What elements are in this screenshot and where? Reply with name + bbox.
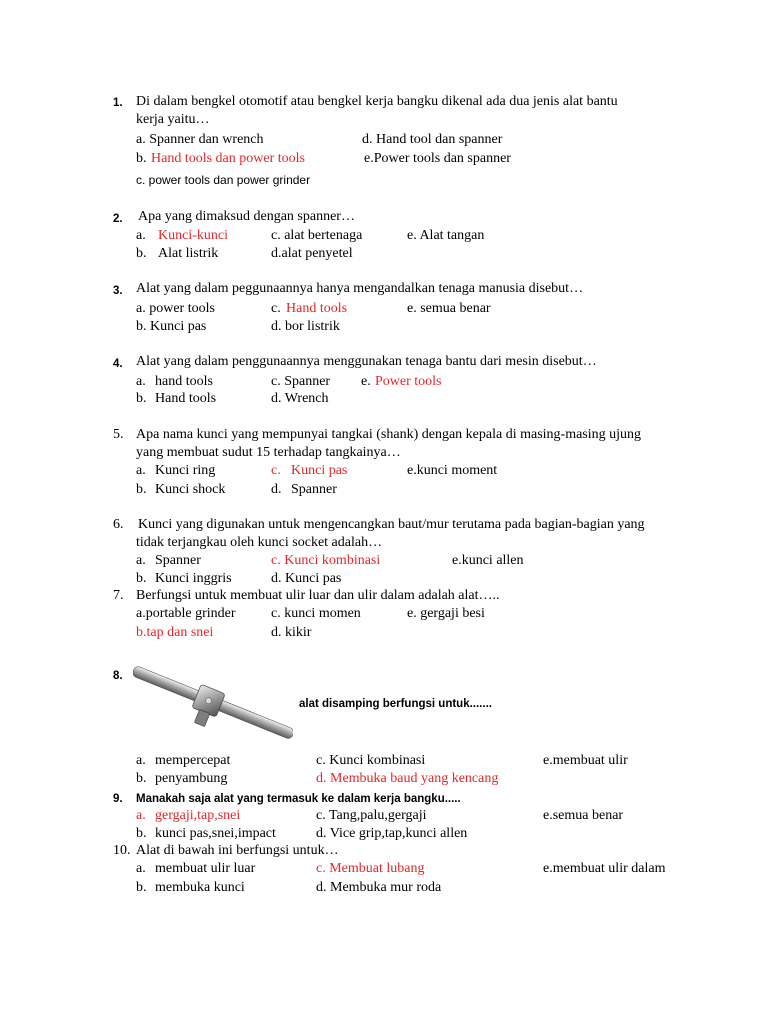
option-d: d. Wrench	[271, 391, 329, 406]
option-b: kunci pas,snei,impact	[155, 826, 276, 841]
option-c: c. kunci momen	[271, 606, 361, 621]
option-b-prefix: b.	[136, 482, 147, 497]
option-a: a.portable grinder	[136, 606, 236, 621]
option-b-answer: Hand tools dan power tools	[151, 151, 305, 166]
option-c-answer: c. Membuat lubang	[316, 861, 425, 876]
option-c-answer: c. Kunci kombinasi	[271, 553, 381, 568]
option-c: c. Spanner	[271, 374, 331, 389]
option-e: e.membuat ulir dalam	[543, 861, 666, 876]
option-e: e. Alat tangan	[407, 228, 485, 243]
option-e: e.kunci moment	[407, 463, 498, 478]
option-b-prefix: b.	[136, 880, 147, 895]
option-b-prefix: b.	[136, 571, 147, 586]
option-a: Spanner	[155, 553, 201, 568]
option-b: Kunci inggris	[155, 571, 232, 586]
option-b-answer: b.tap dan snei	[136, 625, 214, 640]
option-e: e.kunci allen	[452, 553, 524, 568]
option-a: mempercepat	[155, 753, 231, 768]
question-number: 10.	[113, 843, 131, 858]
question-text-line: Alat di bawah ini berfungsi untuk…	[136, 843, 339, 858]
option-a-prefix: a.	[136, 553, 146, 568]
option-d: d. bor listrik	[271, 319, 340, 334]
question-number: 1.	[113, 97, 123, 109]
question-number: 6.	[113, 517, 124, 532]
option-d-prefix: d.	[271, 482, 282, 497]
option-c-answer: Hand tools	[286, 301, 348, 316]
option-a: Kunci ring	[155, 463, 216, 478]
question-text-line: kerja yaitu…	[136, 112, 210, 127]
question-number: 2.	[113, 213, 123, 225]
option-a: membuat ulir luar	[155, 861, 256, 876]
t-bar-wrench-icon	[133, 656, 293, 750]
question-number: 5.	[113, 427, 124, 442]
t-bar-handle-image	[133, 656, 293, 750]
option-c-prefix: c.	[271, 301, 281, 316]
option-d: d. Vice grip,tap,kunci allen	[316, 826, 468, 841]
option-b: Alat listrik	[158, 246, 219, 261]
question-text-line: Manakah saja alat yang termasuk ke dalam kerja bangku.....	[136, 793, 461, 805]
option-b-prefix: b.	[136, 771, 147, 786]
option-d: d. Hand tool dan spanner	[362, 132, 503, 147]
option-a: hand tools	[155, 374, 213, 389]
option-b-prefix: b.	[136, 826, 147, 841]
question-text-line: Di dalam bengkel otomotif atau bengkel kerja bangku dikenal ada dua jenis alat bantu	[136, 94, 618, 109]
option-a-answer: Kunci-kunci	[158, 228, 228, 243]
question-number: 9.	[113, 793, 123, 805]
question-text-line: tidak terjangkau oleh kunci socket adalah…	[136, 535, 383, 550]
option-d: d. kikir	[271, 625, 312, 640]
option-e-answer: Power tools	[375, 374, 442, 389]
option-b: penyambung	[155, 771, 228, 786]
option-c: c. power tools dan power grinder	[136, 173, 311, 187]
option-e: e. semua benar	[407, 301, 491, 316]
option-a-prefix: a.	[136, 463, 146, 478]
question-text-line: alat disamping berfungsi untuk.......	[299, 698, 492, 710]
option-a-prefix: a.	[136, 808, 146, 823]
question-text-line: Kunci yang digunakan untuk mengencangkan baut/mur terutama pada bagian-bagian yang	[138, 517, 645, 532]
question-text-line: Apa nama kunci yang mempunyai tangkai (shank) dengan kepala di masing-masing ujung	[136, 427, 642, 442]
option-d: Spanner	[291, 482, 337, 497]
option-b: b. Kunci pas	[136, 319, 207, 334]
option-c-answer: Kunci pas	[291, 463, 348, 478]
question-number: 7.	[113, 588, 124, 603]
option-b: Kunci shock	[155, 482, 226, 497]
option-e: e.Power tools dan spanner	[364, 151, 511, 166]
question-text-line: Alat yang dalam penggunaannya menggunakan tenaga bantu dari mesin disebut…	[136, 354, 597, 369]
option-a: a. Spanner dan wrench	[136, 132, 264, 147]
option-d: d. Kunci pas	[271, 571, 342, 586]
option-a-answer: gergaji,tap,snei	[155, 808, 241, 823]
option-e: e.semua benar	[543, 808, 624, 823]
option-a-prefix: a.	[136, 374, 146, 389]
question-text-line: Apa yang dimaksud dengan spanner…	[138, 209, 355, 224]
option-c-prefix: c.	[271, 463, 281, 478]
option-a-prefix: a.	[136, 753, 146, 768]
option-d: d. Membuka mur roda	[316, 880, 442, 895]
option-a: a. power tools	[136, 301, 215, 316]
option-c: c. Tang,palu,gergaji	[316, 808, 427, 823]
question-text-line: yang membuat sudut 15 terhadap tangkainya…	[136, 445, 401, 460]
option-a-prefix: a.	[136, 228, 146, 243]
option-b-prefix: b.	[136, 391, 147, 406]
option-c: c. Kunci kombinasi	[316, 753, 426, 768]
option-b: membuka kunci	[155, 880, 245, 895]
option-d-answer: d. Membuka baud yang kencang	[316, 771, 499, 786]
option-b-prefix: b.	[136, 246, 147, 261]
option-b: Hand tools	[155, 391, 217, 406]
question-number: 3.	[113, 285, 123, 297]
option-e: e. gergaji besi	[407, 606, 485, 621]
option-c: c. alat bertenaga	[271, 228, 363, 243]
option-e-prefix: e.	[361, 374, 371, 389]
option-a-prefix: a.	[136, 861, 146, 876]
option-b-prefix: b.	[136, 151, 147, 166]
question-number: 4.	[113, 358, 123, 370]
question-number: 8.	[113, 670, 123, 682]
option-e: e.membuat ulir	[543, 753, 628, 768]
question-text-line: Berfungsi untuk membuat ulir luar dan ulir dalam adalah alat…..	[136, 588, 500, 603]
question-text-line: Alat yang dalam peggunaannya hanya mengandalkan tenaga manusia disebut…	[136, 281, 584, 296]
option-d: d.alat penyetel	[271, 246, 353, 261]
